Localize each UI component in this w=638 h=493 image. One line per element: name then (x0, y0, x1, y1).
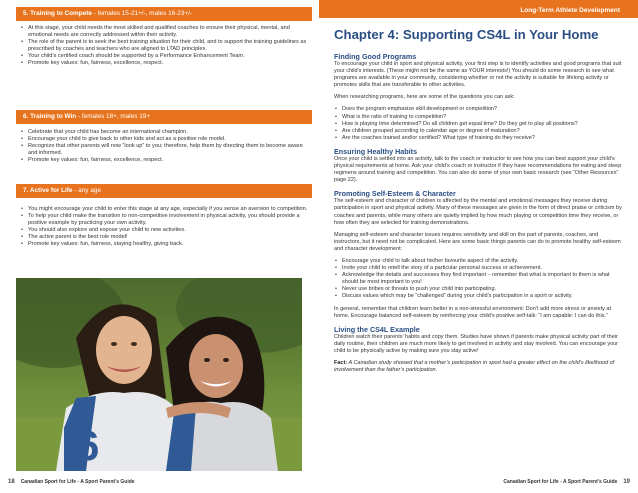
bullet-list (20, 129, 308, 164)
list-item: • Promote key values: fun, fairness, staying healthy, giving back. (20, 241, 308, 248)
list-item: • At this stage, your child needs the most skilled and qualified coaches to ensure their physical, mental, and emotional needs are correctly addressed within their activity. (20, 25, 308, 39)
page-number: 19 (623, 479, 630, 485)
list-item: • Are the coaches trained and/or certified? What type of training do they receive? (334, 135, 626, 142)
section-bar-active-for-life (16, 184, 312, 198)
paragraph: Managing self-esteem and character issues requires sensitivity and skill on the part of parents, coaches, and instructors, but it need not be complicated. Here are some basic things parents can do to promote healthy self-esteem and character development: (334, 231, 621, 252)
header-band (319, 0, 638, 18)
section-title: 6. Training to Win (23, 113, 77, 120)
list-item: • Encourage your child to give back to other kids and act as a positive role model. (20, 136, 308, 143)
list-item: • Your child’s certified coach should be supported by a Performance Enhancement Team. (20, 53, 308, 60)
photo-two-girls-soccer (16, 278, 302, 471)
section-range: - females 18+, males 19+ (76, 113, 151, 120)
right-column (334, 48, 626, 379)
paragraph: In general, remember that children learn better in a non-stressful environment: Don’t add more stress or anxiety at home. Encourage balanced self-esteem by reinforcing your child’s positive self-talk: “I am capable: I can do this.” (334, 305, 611, 319)
photo-illustration (16, 278, 302, 471)
paragraph: Children watch their parents’ habits and copy them. Studies have shown if parents make physical activity part of their daily routine, their children are much more likely to get involved in activity and stay involved. You can encourage your child to be physically active by making sure you stay active! (334, 333, 619, 354)
heading-promoting-self-esteem: Promoting Self-Esteem & Character (334, 189, 456, 199)
paragraph: The self-esteem and character of children is affected by the mental and emotional messages they receive during participation in sport and physical activity. Many of these messages are given in the form of direct praise or criticism by coaches and parents, while many others are quietly implied by how much playing or competition time they receive, or how often they are selected for training demonstrations. (334, 198, 622, 226)
list-item: • Celebrate that your child has become an international champion. (20, 129, 308, 136)
bullet-list (334, 106, 626, 141)
section-title: 5. Training to Compete (23, 10, 92, 17)
section-bar-training-to-compete (16, 7, 312, 21)
footer-title: Canadian Sport for Life - A Sport Parent’s Guide (20, 479, 135, 485)
list-item: • Acknowledge the details and successes they find important – remember that what is important to them is what should be most important to you! (334, 272, 626, 286)
list-item: • How is playing time determined? Do all children get equal time? Do they get to play all positions? (334, 121, 626, 128)
list-item: • Discuss values which may be “challenged” during your child’s participation in a sport or activity. (334, 293, 626, 300)
list-item: • To help your child make the transition to non-competitive involvement in physical activity, you should provide a positive example by practicing your own activity. (20, 213, 308, 227)
bullet-list (20, 206, 308, 249)
section-range: - females 15-21+/-, males 16-23+/- (91, 10, 193, 17)
bullet-list (334, 258, 626, 301)
list-item: • What is the ratio of training to competition? (334, 114, 626, 121)
paragraph: Once your child is settled into an activity, talk to the coach or instructor to see how you can best support your child’s physical requirements at home. Ask your child’s coach or instructor if they have recommendations for eating and sleep regimens around training and competition. You can also do some of your own basic research (see “Other Resources” page 22). (334, 155, 622, 184)
heading-ensuring-healthy-habits: Ensuring Healthy Habits (334, 146, 418, 156)
list-item: • Promote key values: fun, fairness, excellence, respect. (20, 157, 308, 164)
footer-left (8, 479, 135, 485)
list-item: • Never use bribes or threats to push your child into participating. (334, 286, 626, 293)
list-item: • Are children grouped according to calendar age or degree of maturation? (334, 128, 626, 135)
page-number: 18 (8, 479, 15, 485)
header-title: Long-Term Athlete Development (520, 7, 620, 14)
section-range: - any age (72, 187, 101, 194)
list-item: • You might encourage your child to enter this stage at any age, especially if you sense an aversion to competition. (20, 206, 308, 213)
list-item: • Invite your child to retell the story of a particular personal success or achievement. (334, 265, 626, 272)
list-item: • You should also explore and expose your child to new activities. (20, 227, 308, 234)
list-item: • The role of the parent is to seek the best training situation for their child, and to support the training guidelines as prescribed by coaches and teachers who are aligned to LTAD principles. (20, 39, 308, 53)
section-title: 7. Active for Life (23, 187, 73, 194)
bullet-list (20, 25, 308, 68)
fact-label: Fact: (334, 360, 348, 366)
right-page (319, 0, 638, 493)
footer-title: Canadian Sport for Life - A Sport Parent’s Guide (503, 479, 618, 485)
fact-text: A Canadian study showed that a mother’s participation in sport had a greater effect on the child’s likelihood of involvement than the father’s participation. (334, 360, 615, 374)
section-bar-training-to-win (16, 110, 312, 124)
chapter-title: Chapter 4: Supporting CS4L in Your Home (334, 27, 599, 42)
fact-note (334, 360, 626, 374)
heading-living-the-example: Living the CS4L Example (334, 324, 420, 334)
heading-finding-good-programs: Finding Good Programs (334, 52, 417, 61)
list-item: • Recognize that other parents will now “look up” to you; therefore, help them by directing them to become aware and informed. (20, 143, 308, 157)
list-item: • Does the program emphasize skill development or competition? (334, 106, 626, 113)
list-item: • The active parent is the best role model! (20, 234, 308, 241)
list-item: • Promote key values: fun, fairness, excellence, respect. (20, 60, 308, 67)
footer-right (503, 479, 630, 485)
list-item: • Encourage your child to talk about his/her favourite aspect of the activity. (334, 258, 626, 265)
paragraph: To encourage your child in sport and physical activity, your first step is to identify activities and good programs that suit your child’s interests. (These might not be the same as YOUR interests!) You should do some research to see what programs are available in your community, considering whether or not the activity is suitable for lifelong activity or promotes skills that are transferable to other activities. (334, 61, 622, 89)
paragraph: When researching programs, here are some of the questions you can ask: (334, 94, 515, 101)
jersey-number: 6 (76, 422, 100, 469)
